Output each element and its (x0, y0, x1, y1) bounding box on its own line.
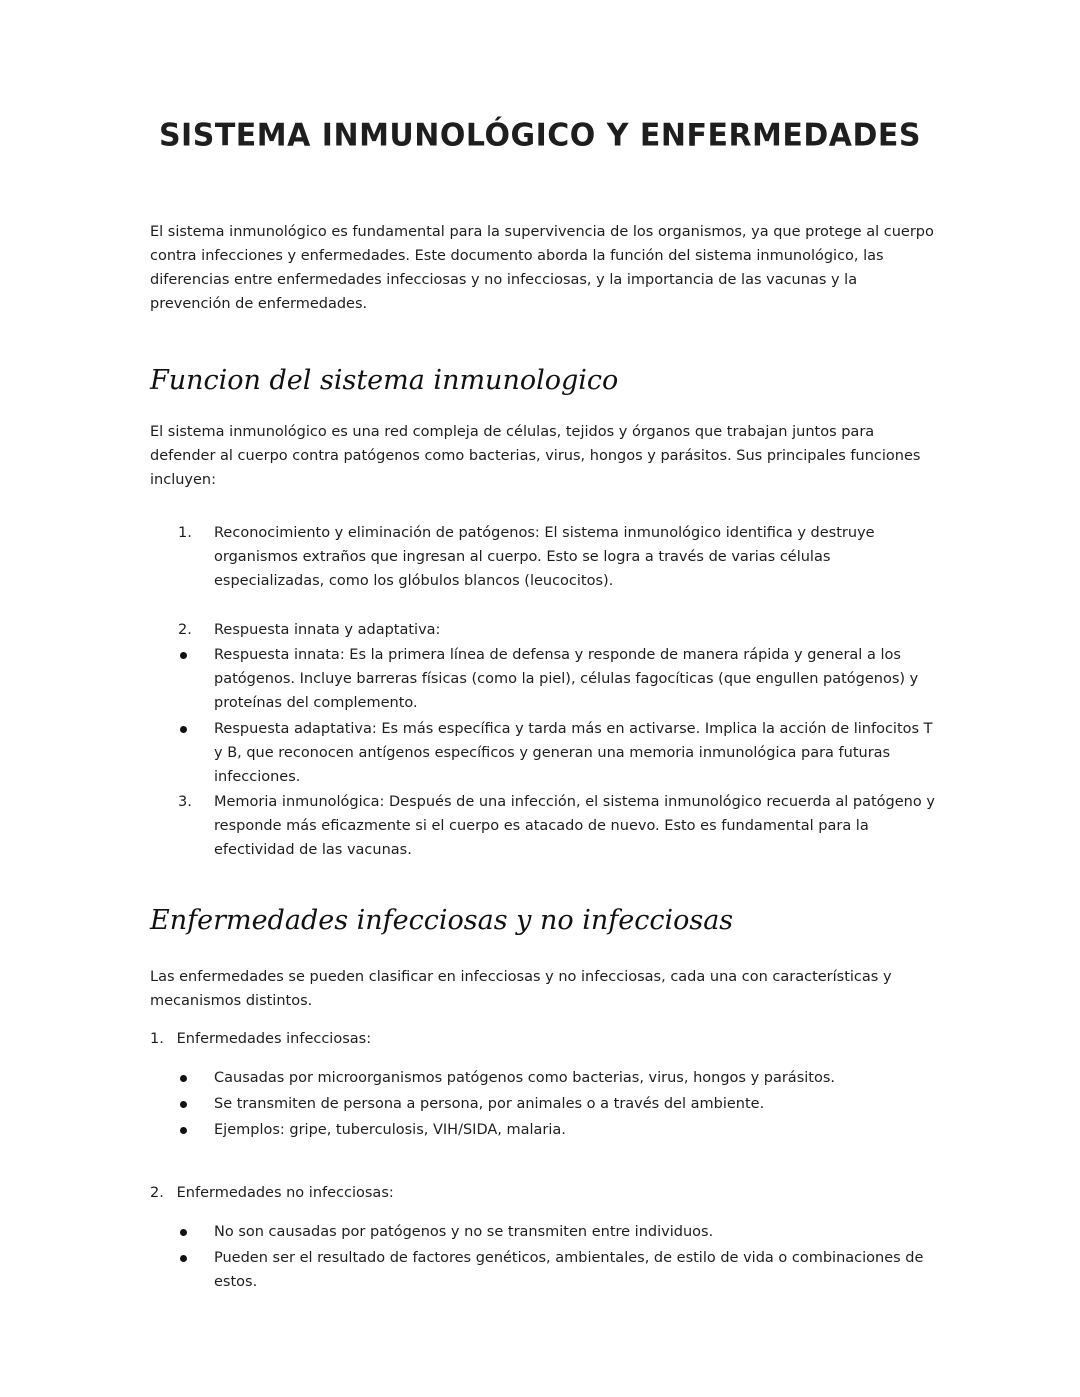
group-heading-infecciosas (150, 1027, 371, 1051)
section1-intro: El sistema inmunológico es una red compleja de células, tejidos y órganos que trabajan juntos para defender al cuerpo contra patógenos como bacterias, virus, hongos y parásitos. Sus principales funciones incluyen: (150, 424, 921, 488)
intro-paragraph: El sistema inmunológico es fundamental para la supervivencia de los organismos, ya que protege al cuerpo contra infecciones y enfermedades. Este documento aborda la función del sistema inmunológico, las diferencias entre enfermedades infecciosas y no infecciosas, y la importancia de las vacunas y la prevención de enfermedades. (150, 224, 934, 312)
list-item-text: Pueden ser el resultado de factores genéticos, ambientales, de estilo de vida o combinaciones de estos. (214, 1250, 924, 1290)
list-item-text: Se transmiten de persona a persona, por animales o a través del ambiente. (214, 1096, 765, 1112)
bullet-icon (180, 1127, 187, 1134)
group-heading-no-infecciosas (150, 1181, 394, 1205)
list-item-text: Respuesta adaptativa: Es más específica y tarda más en activarse. Implica la acción de linfocitos T y B, que reconocen antígenos específicos y generan una memoria inmunológica para futuras infecciones. (214, 721, 933, 785)
list-item-text: Reconocimiento y eliminación de patógenos: El sistema inmunológico identifica y destruye organismos extraños que ingresan al cuerpo. Esto se logra a través de varias células especializadas, como los glóbulos blancos (leucocitos). (214, 525, 875, 589)
bullet-icon (180, 652, 187, 659)
group-label: Enfermedades no infecciosas: (176, 1185, 394, 1201)
list-item-text: Causadas por microorganismos patógenos como bacterias, virus, hongos y parásitos. (214, 1070, 835, 1086)
list-marker: 1. (178, 525, 192, 541)
bullet-icon (180, 1229, 187, 1236)
bullet-icon (180, 726, 187, 733)
bullet-icon (180, 1255, 187, 1262)
list-item-text: Memoria inmunológica: Después de una infección, el sistema inmunológico recuerda al patógeno y responde más eficazmente si el cuerpo es atacado de nuevo. Esto es fundamental para la efectividad de las vacunas. (214, 794, 935, 858)
group-number: 2. (150, 1185, 164, 1201)
group-label: Enfermedades infecciosas: (176, 1031, 372, 1047)
section-heading-funcion: Funcion del sistema inmunologico (150, 365, 619, 396)
list-item-text: Respuesta innata y adaptativa: (214, 622, 441, 638)
section-heading-enfermedades: Enfermedades infecciosas y no infecciosas (150, 905, 734, 936)
bullet-icon (180, 1101, 187, 1108)
group-number: 1. (150, 1031, 164, 1047)
page-title: SISTEMA INMUNOLÓGICO Y ENFERMEDADES (158, 117, 922, 154)
list-marker: 3. (178, 794, 192, 810)
list-item-text: Respuesta innata: Es la primera línea de defensa y responde de manera rápida y general a los patógenos. Incluye barreras físicas (como la piel), células fagocíticas (que engullen patógenos) y proteínas del complemento. (214, 647, 919, 711)
bullet-icon (180, 1075, 187, 1082)
section2-intro: Las enfermedades se pueden clasificar en infecciosas y no infecciosas, cada una con características y mecanismos distintos. (150, 969, 892, 1009)
list-item-text: No son causadas por patógenos y no se transmiten entre individuos. (214, 1224, 714, 1240)
list-marker: 2. (178, 622, 192, 638)
list-item-text: Ejemplos: gripe, tuberculosis, VIH/SIDA, malaria. (214, 1122, 566, 1138)
